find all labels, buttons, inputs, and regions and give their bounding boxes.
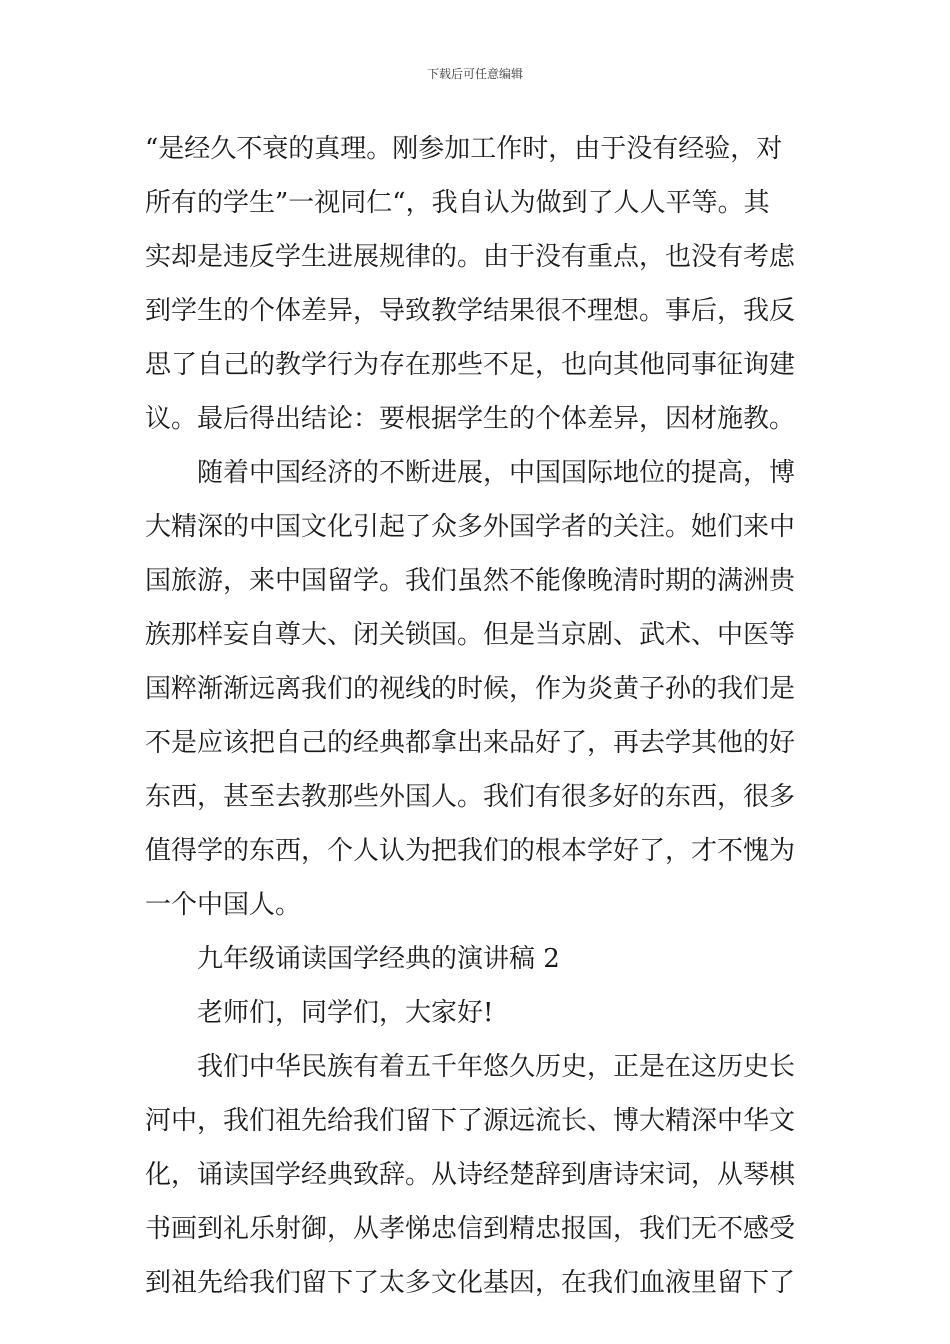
text-line: 东西，甚至去教那些外国人。我们有很多好的东西，很多 — [145, 782, 796, 812]
page-header: 下载后可任意编辑 — [426, 67, 523, 81]
text-line: 思了自己的教学行为存在那些不足，也向其他同事征询建 — [145, 350, 796, 380]
text-line: 一个中国人。 — [145, 890, 302, 920]
text-line: 大精深的中国文化引起了众多外国学者的关注。她们来中 — [145, 512, 796, 542]
greeting-line: 老师们，同学们，大家好! — [145, 998, 494, 1028]
text-line: 所有的学生”一视同仁“，我自认为做到了人人平等。其 — [145, 188, 770, 218]
text-line: 族那样妄自尊大、闭关锁国。但是当京剧、武术、中医等 — [145, 620, 796, 650]
text-line: 国粹渐渐远离我们的视线的时候，作为炎黄子孙的我们是 — [145, 674, 796, 704]
text-line: 议。最后得出结论：要根据学生的个体差异，因材施教。 — [145, 404, 796, 434]
section-title: 九年级诵读国学经典的演讲稿 2 — [145, 944, 560, 974]
text-line: 我们中华民族有着五千年悠久历史，正是在这历史长 — [145, 1052, 796, 1082]
text-line: 到祖先给我们留下了太多文化基因，在我们血液里留下了 — [145, 1268, 796, 1298]
text-line: 随着中国经济的不断进展，中国国际地位的提高，博 — [145, 458, 796, 488]
text-line: 书画到礼乐射御，从孝悌忠信到精忠报国，我们无不感受 — [145, 1214, 796, 1244]
text-line: 到学生的个体差异，导致教学结果很不理想。事后，我反 — [145, 296, 796, 326]
text-line: 不是应该把自己的经典都拿出来品好了，再去学其他的好 — [145, 728, 796, 758]
text-line: “是经久不衰的真理。刚参加工作时，由于没有经验，对 — [145, 134, 783, 164]
text-line: 化，诵读国学经典致辞。从诗经楚辞到唐诗宋词，从琴棋 — [145, 1160, 796, 1190]
text-line: 国旅游，来中国留学。我们虽然不能像晚清时期的满洲贵 — [145, 566, 796, 596]
text-line: 河中，我们祖先给我们留下了源远流长、博大精深中华文 — [145, 1106, 796, 1136]
document-body — [145, 122, 807, 1310]
text-line: 实却是违反学生进展规律的。由于没有重点，也没有考虑 — [145, 242, 796, 272]
text-line: 值得学的东西，个人认为把我们的根本学好了，才不愧为 — [145, 836, 796, 866]
